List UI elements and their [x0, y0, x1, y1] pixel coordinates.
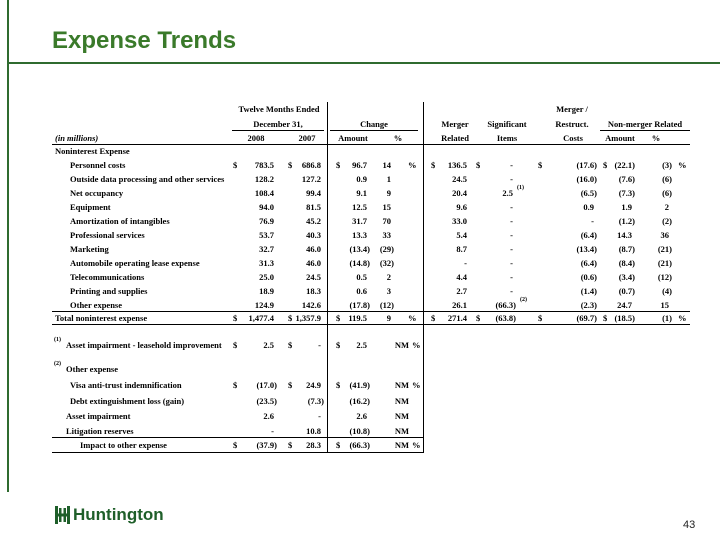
- cell-value: -: [510, 173, 513, 184]
- cell-value: (7.3): [618, 187, 635, 198]
- cell-value: 2.5: [502, 187, 513, 198]
- table-row: [0, 411, 720, 422]
- cell-value: (3): [662, 159, 672, 170]
- total-row: [0, 313, 720, 324]
- cell-value: (63.8): [495, 312, 516, 323]
- table-row: [0, 160, 720, 171]
- cell-value: (23.5): [256, 395, 277, 406]
- huntington-logo-icon: [55, 506, 70, 524]
- header-significant-items: Items: [496, 132, 518, 143]
- footnote-marker: (2): [54, 360, 61, 367]
- cell-value: 28.3: [306, 439, 321, 450]
- cell-value: -: [318, 339, 321, 350]
- table-row: [0, 216, 720, 227]
- cell-value: (69.7): [576, 312, 597, 323]
- cell-value: 2: [386, 271, 391, 282]
- cell-value: 18.9: [259, 285, 274, 296]
- cell-value: (2.3): [580, 299, 597, 310]
- cell-value: (8.4): [618, 257, 635, 268]
- cell-currency: $: [538, 312, 543, 323]
- cell-value: 0.6: [356, 285, 367, 296]
- cell-value: 124.9: [254, 299, 274, 310]
- cell-percent-sign: %: [678, 159, 687, 170]
- cell-value: 3: [386, 285, 391, 296]
- cell-value: (10.8): [349, 425, 370, 436]
- cell-currency: $: [233, 379, 238, 390]
- cell-value: 14.3: [617, 229, 632, 240]
- cell-value: (6): [662, 173, 672, 184]
- row-label: Equipment: [70, 201, 111, 212]
- cell-value: (0.6): [580, 271, 597, 282]
- table-row: [0, 244, 720, 255]
- cell-value: NM: [394, 425, 409, 436]
- cell-value: -: [510, 257, 513, 268]
- cell-value: (17.0): [256, 379, 277, 390]
- cell-value: 14: [382, 159, 391, 170]
- cell-value: 0.9: [583, 201, 594, 212]
- table-row: [0, 174, 720, 185]
- cell-value: 1: [386, 173, 391, 184]
- cell-value: 94.0: [259, 201, 274, 212]
- cell-value: -: [510, 285, 513, 296]
- row-label: Asset impairment - leasehold improvement: [66, 339, 222, 350]
- header-col-2008: 2008: [247, 132, 265, 143]
- cell-value: 5.4: [456, 229, 467, 240]
- row-label: Automobile operating lease expense: [70, 257, 200, 268]
- cell-value: (14.8): [349, 257, 370, 268]
- cell-currency: $: [336, 379, 341, 390]
- cell-value: 24.7: [617, 299, 632, 310]
- table-row: [0, 396, 720, 407]
- header-significant: Significant: [487, 118, 527, 129]
- logo-wordmark: Huntington: [73, 505, 164, 524]
- cell-value: 70: [382, 215, 391, 226]
- cell-value: (4): [662, 285, 672, 296]
- cell-value: 15: [660, 299, 669, 310]
- cell-value: (7.6): [618, 173, 635, 184]
- cell-value: NM: [394, 379, 409, 390]
- cell-value: 26.1: [452, 299, 467, 310]
- cell-currency: $: [336, 339, 341, 350]
- cell-value: 271.4: [447, 312, 467, 323]
- cell-currency: $: [476, 159, 481, 170]
- cell-value: 18.3: [306, 285, 321, 296]
- cell-value: (6.4): [580, 257, 597, 268]
- cell-value: -: [510, 201, 513, 212]
- cell-value: (0.7): [618, 285, 635, 296]
- cell-value: -: [510, 215, 513, 226]
- header-december-31: December 31,: [232, 119, 324, 131]
- cell-value: 24.5: [306, 271, 321, 282]
- cell-value: (29): [379, 243, 394, 254]
- cell-value: 1,357.9: [295, 312, 321, 323]
- total-row: [0, 440, 720, 451]
- row-label: Litigation reserves: [66, 425, 134, 436]
- header-change-amount: Amount: [338, 132, 368, 143]
- row-label: Asset impairment: [66, 410, 131, 421]
- row-label: Personnel costs: [70, 159, 126, 170]
- huntington-logo: [55, 505, 170, 525]
- cell-value: (12): [657, 271, 672, 282]
- cell-value: 2.7: [456, 285, 467, 296]
- cell-currency: $: [336, 312, 341, 323]
- header-restruct-costs: Costs: [563, 132, 583, 143]
- cell-value: (66.3): [349, 439, 370, 450]
- total-rule: [52, 324, 690, 325]
- cell-value: 2.6: [263, 410, 274, 421]
- cell-currency: $: [476, 312, 481, 323]
- row-label: Other expense: [66, 363, 119, 374]
- row-label: Professional services: [70, 229, 145, 240]
- cell-currency: $: [233, 312, 238, 323]
- page-number: 43: [683, 519, 696, 531]
- row-label: Outside data processing and other services: [70, 173, 225, 184]
- cell-value: 8.7: [456, 243, 467, 254]
- cell-value: 0.5: [356, 271, 367, 282]
- cell-percent-sign: %: [408, 159, 417, 170]
- header-restruct: Restruct.: [555, 118, 589, 129]
- cell-value: (32): [379, 257, 394, 268]
- cell-currency: $: [538, 159, 543, 170]
- row-label: Visa anti-trust indemnification: [70, 379, 182, 390]
- table-row: [0, 202, 720, 213]
- cell-value: NM: [394, 395, 409, 406]
- cell-value: 33.0: [452, 215, 467, 226]
- cell-percent-sign: %: [412, 439, 421, 450]
- cell-value: 9.6: [456, 201, 467, 212]
- row-label: Telecommunications: [70, 271, 145, 282]
- cell-value: (3.4): [618, 271, 635, 282]
- cell-value: -: [318, 410, 321, 421]
- cell-value: 127.2: [301, 173, 321, 184]
- cell-value: 2: [664, 201, 669, 212]
- cell-value: 2.5: [263, 339, 274, 350]
- header-change-pct: %: [393, 132, 403, 143]
- cell-currency: $: [336, 439, 341, 450]
- cell-value: -: [510, 159, 513, 170]
- cell-currency: $: [288, 379, 293, 390]
- header-in-millions: (in millions): [55, 132, 99, 143]
- cell-value: 10.8: [306, 425, 321, 436]
- cell-value: 36: [660, 229, 669, 240]
- cell-value: 0.9: [356, 173, 367, 184]
- footnote-mark: (2): [520, 296, 527, 303]
- cell-value: 686.8: [301, 159, 321, 170]
- cell-value: (12): [379, 299, 394, 310]
- cell-currency: $: [233, 159, 238, 170]
- cell-value: 12.5: [352, 201, 367, 212]
- header-non-merger-amount: Amount: [605, 132, 635, 143]
- cell-value: (16.2): [349, 395, 370, 406]
- cell-value: -: [510, 271, 513, 282]
- cell-percent-sign: %: [678, 312, 687, 323]
- row-label: Total noninterest expense: [55, 312, 148, 323]
- table-row: [0, 184, 720, 199]
- cell-value: 45.2: [306, 215, 321, 226]
- cell-value: 13.3: [352, 229, 367, 240]
- cell-currency: $: [336, 159, 341, 170]
- cell-value: 9: [386, 312, 391, 323]
- cell-value: (16.0): [576, 173, 597, 184]
- cell-value: 108.4: [254, 187, 274, 198]
- cell-value: 96.7: [352, 159, 367, 170]
- footnote-row: [0, 336, 720, 351]
- cell-value: (41.9): [349, 379, 370, 390]
- cell-currency: $: [431, 159, 436, 170]
- header-merger-related: Related: [441, 132, 469, 143]
- cell-value: 2.6: [356, 410, 367, 421]
- cell-value: (66.3): [495, 299, 516, 310]
- row-label: Printing and supplies: [70, 285, 148, 296]
- row-label: Amortization of intangibles: [70, 215, 170, 226]
- cell-value: -: [510, 243, 513, 254]
- table-row: [0, 426, 720, 437]
- cell-currency: $: [288, 159, 293, 170]
- cell-value: (1): [662, 312, 672, 323]
- cell-currency: $: [288, 339, 293, 350]
- cell-value: (21): [657, 243, 672, 254]
- header-merger: Merger: [441, 118, 469, 129]
- cell-value: 9: [386, 187, 391, 198]
- cell-value: (6): [662, 187, 672, 198]
- table-row: [0, 230, 720, 241]
- cell-value: (17.8): [349, 299, 370, 310]
- header-col-2007: 2007: [298, 132, 316, 143]
- section-header-row: [0, 146, 720, 157]
- cell-value: 31.3: [259, 257, 274, 268]
- cell-currency: $: [431, 312, 436, 323]
- cell-value: -: [464, 257, 467, 268]
- table-row: [0, 380, 720, 391]
- cell-value: 31.7: [352, 215, 367, 226]
- cell-value: 40.3: [306, 229, 321, 240]
- row-label: Other expense: [70, 299, 123, 310]
- cell-value: 53.7: [259, 229, 274, 240]
- cell-value: 783.5: [254, 159, 274, 170]
- cell-percent-sign: %: [412, 339, 421, 350]
- cell-value: (37.9): [256, 439, 277, 450]
- row-label: Debt extinguishment loss (gain): [70, 395, 185, 406]
- cell-value: 9.1: [356, 187, 367, 198]
- cell-percent-sign: %: [408, 312, 417, 323]
- footnote-row: [0, 360, 720, 375]
- cell-currency: $: [288, 312, 293, 323]
- row-label: Marketing: [70, 243, 109, 254]
- cell-value: (6.4): [580, 229, 597, 240]
- cell-currency: $: [233, 439, 238, 450]
- cell-value: -: [510, 229, 513, 240]
- cell-value: 2.5: [356, 339, 367, 350]
- cell-percent-sign: %: [412, 379, 421, 390]
- cell-value: 136.5: [447, 159, 467, 170]
- cell-value: 99.4: [306, 187, 321, 198]
- cell-value: 4.4: [456, 271, 467, 282]
- table-row: [0, 286, 720, 297]
- row-label: Impact to other expense: [80, 439, 167, 450]
- cell-value: 24.9: [306, 379, 321, 390]
- cell-value: (8.7): [618, 243, 635, 254]
- cell-value: -: [591, 215, 594, 226]
- cell-value: 46.0: [306, 257, 321, 268]
- cell-value: 142.6: [301, 299, 321, 310]
- cell-value: (21): [657, 257, 672, 268]
- footnote-subtotal-rule: [52, 437, 423, 438]
- footnote-total-rule: [52, 452, 423, 453]
- cell-value: (17.6): [576, 159, 597, 170]
- footnote-marker: (1): [54, 336, 61, 343]
- cell-value: (13.4): [349, 243, 370, 254]
- cell-value: 33: [382, 229, 391, 240]
- cell-value: (1.2): [618, 215, 635, 226]
- cell-value: 25.0: [259, 271, 274, 282]
- cell-currency: $: [233, 339, 238, 350]
- cell-value: 32.7: [259, 243, 274, 254]
- cell-value: NM: [394, 439, 409, 450]
- cell-currency: $: [603, 312, 608, 323]
- cell-value: (22.1): [614, 159, 635, 170]
- cell-value: -: [271, 425, 274, 436]
- footnote-mark: (1): [517, 184, 524, 191]
- cell-value: 24.5: [452, 173, 467, 184]
- header-twelve-months-ended: Twelve Months Ended: [238, 103, 320, 114]
- cell-value: (6.5): [580, 187, 597, 198]
- page-title: Expense Trends: [52, 27, 237, 54]
- table-row: [0, 272, 720, 283]
- header-non-merger-pct: %: [651, 132, 661, 143]
- cell-currency: $: [288, 439, 293, 450]
- cell-value: 76.9: [259, 215, 274, 226]
- cell-value: NM: [394, 410, 409, 421]
- section-label: Noninterest Expense: [55, 145, 130, 156]
- cell-value: 81.5: [306, 201, 321, 212]
- header-rule: [52, 144, 690, 145]
- cell-value: (7.3): [307, 395, 324, 406]
- cell-value: (1.4): [580, 285, 597, 296]
- cell-value: 119.5: [348, 312, 367, 323]
- header-change: Change: [330, 119, 418, 131]
- cell-value: 20.4: [452, 187, 467, 198]
- table-row: [0, 296, 720, 311]
- cell-value: 1.9: [621, 201, 632, 212]
- cell-value: 46.0: [306, 243, 321, 254]
- cell-value: NM: [394, 339, 409, 350]
- cell-value: (13.4): [576, 243, 597, 254]
- cell-value: 1,477.4: [248, 312, 274, 323]
- header-merger-slash: Merger /: [556, 103, 588, 114]
- cell-value: 15: [382, 201, 391, 212]
- cell-value: 128.2: [254, 173, 274, 184]
- cell-value: (2): [662, 215, 672, 226]
- header-non-merger-related: Non-merger Related: [600, 119, 690, 131]
- cell-currency: $: [603, 159, 608, 170]
- row-label: Net occupancy: [70, 187, 124, 198]
- cell-value: (18.5): [614, 312, 635, 323]
- table-row: [0, 258, 720, 269]
